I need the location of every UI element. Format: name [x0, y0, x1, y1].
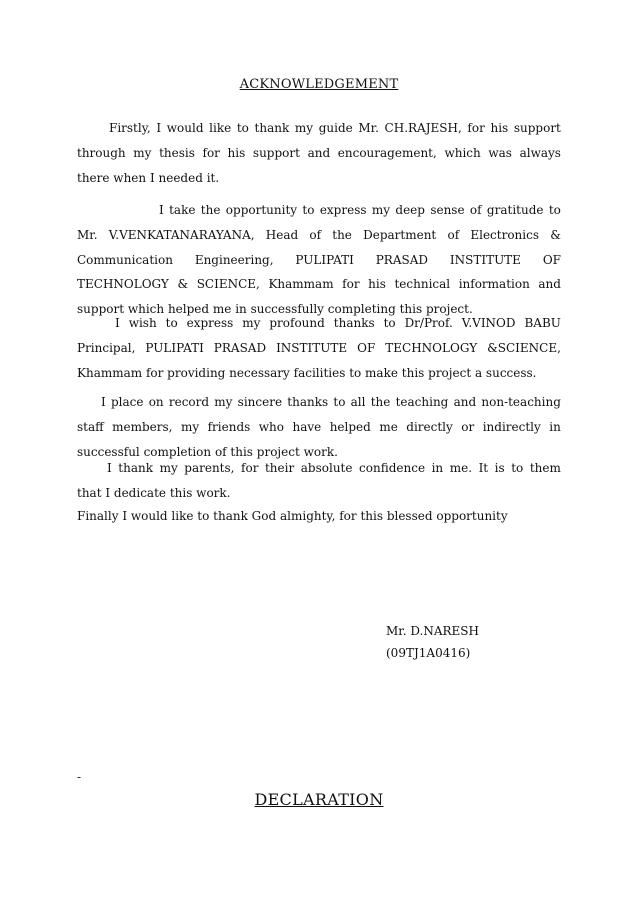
paragraph-god-thanks: [77, 504, 561, 529]
word: PRASAD: [375, 252, 428, 267]
paragraph-line: that I dedicate this work.: [77, 485, 231, 500]
word: which: [444, 145, 481, 160]
word: Mr.: [358, 121, 379, 135]
word: my: [214, 395, 233, 409]
word: wish: [128, 316, 157, 330]
word: in: [549, 419, 561, 434]
word: V.VENKATANARAYANA,: [108, 227, 255, 242]
word: INSTITUTE: [276, 340, 348, 355]
word: all: [350, 395, 366, 409]
word: to: [511, 461, 524, 475]
word: staff: [77, 419, 104, 434]
paragraph-line: successful completion of this project work.: [77, 444, 338, 459]
paragraph-line: [77, 198, 561, 223]
paragraph-line: Finally I would like to thank God almighty, for this blessed opportunity: [77, 509, 508, 523]
word: &SCIENCE,: [487, 340, 561, 355]
word: INSTITUTE: [449, 252, 521, 267]
word: and: [453, 395, 477, 409]
word: profound: [269, 316, 325, 330]
word: in: [431, 461, 444, 475]
word: my: [159, 461, 178, 475]
word: to: [302, 203, 315, 217]
word: have: [292, 419, 322, 434]
word: PRASAD: [213, 340, 267, 355]
paragraph-line: [77, 223, 561, 248]
word: of: [309, 227, 322, 242]
word: and: [307, 145, 331, 160]
word: the: [332, 227, 352, 242]
word: for: [342, 277, 360, 292]
paragraph-line: [77, 116, 561, 141]
word: teaching: [395, 395, 449, 409]
paragraph-line: [77, 141, 561, 166]
word: them: [529, 461, 561, 475]
word: I: [107, 461, 112, 475]
word: information: [458, 277, 530, 292]
word: technical: [394, 277, 451, 292]
word: BABU: [524, 316, 561, 330]
word: guide: [318, 121, 353, 135]
word: indirectly: [482, 419, 541, 434]
acknowledgement-heading-text: ACKNOWLEDGEMENT: [239, 77, 399, 92]
word: the: [200, 203, 221, 217]
word: my: [242, 316, 261, 330]
word: &: [177, 277, 189, 292]
word: Communication: [77, 252, 173, 267]
word: friends: [207, 419, 251, 434]
word: thesis: [159, 145, 195, 160]
word: thanks: [333, 316, 375, 330]
word: OF: [542, 252, 561, 267]
word: TECHNOLOGY: [385, 340, 478, 355]
paragraph-line: [77, 336, 561, 361]
word: for: [241, 461, 259, 475]
signature-roll-number: (09TJ1A0416): [386, 646, 471, 660]
word: was: [488, 145, 512, 160]
word: my: [180, 419, 200, 434]
word: to: [333, 395, 346, 409]
word: my: [371, 203, 391, 217]
stray-dash: -: [77, 770, 82, 784]
word: and: [538, 277, 561, 292]
word: Firstly,: [109, 121, 151, 135]
word: to: [236, 121, 249, 135]
word: gratitude: [486, 203, 544, 217]
word: members,: [112, 419, 173, 434]
paragraph-guide-thanks: [77, 116, 561, 190]
word: me.: [449, 461, 473, 475]
word: helped: [329, 419, 371, 434]
word: to: [383, 316, 396, 330]
word: SCIENCE,: [196, 277, 260, 292]
word: I: [156, 121, 162, 135]
word: thank: [254, 121, 290, 135]
word: his: [490, 121, 509, 135]
word: I: [101, 395, 106, 409]
word: would: [166, 121, 204, 135]
word: my: [294, 121, 314, 135]
word: Mr.: [77, 227, 98, 242]
word: or: [461, 419, 475, 434]
paragraph-staff-thanks: [77, 390, 561, 464]
word: absolute: [300, 461, 353, 475]
word: support: [252, 145, 300, 160]
word: place: [110, 395, 144, 409]
word: to: [548, 203, 561, 217]
word: is: [494, 461, 505, 475]
word: his: [368, 277, 386, 292]
paragraph-line: Khammam for providing necessary facilities to make this project a success.: [77, 365, 537, 380]
word: Electronics: [470, 227, 539, 242]
paragraph-line: there when I needed it.: [77, 170, 220, 185]
declaration-heading: DECLARATION: [254, 790, 384, 809]
word: who: [258, 419, 284, 434]
acknowledgement-heading: [0, 77, 638, 92]
word: confidence: [359, 461, 426, 475]
word: Dr/Prof.: [404, 316, 453, 330]
word: PULIPATI: [145, 340, 204, 355]
word: Head: [265, 227, 299, 242]
word: through: [77, 145, 126, 160]
paragraph-principal-thanks: [77, 311, 561, 385]
word: support: [513, 121, 561, 135]
paragraph-line: [77, 415, 561, 440]
word: sincere: [237, 395, 283, 409]
word: encouragement,: [337, 145, 437, 160]
word: OF: [357, 340, 376, 355]
word: thanks: [287, 395, 329, 409]
word: non-teaching: [481, 395, 561, 409]
word: take: [169, 203, 196, 217]
word: I: [159, 203, 164, 217]
word: I: [115, 316, 120, 330]
word: deep: [395, 203, 425, 217]
word: Engineering,: [194, 252, 274, 267]
word: TECHNOLOGY: [77, 277, 169, 292]
paragraph-line: support which helped me in successfully completing this project.: [77, 302, 473, 317]
word: of: [447, 227, 460, 242]
word: record: [168, 395, 210, 409]
word: express: [186, 316, 234, 330]
word: It: [478, 461, 489, 475]
word: the: [370, 395, 391, 409]
word: opportunity: [225, 203, 298, 217]
word: for: [202, 145, 220, 160]
paragraph-line: [77, 311, 561, 336]
word: Principal,: [77, 340, 136, 355]
paragraph-parents-thanks: [77, 456, 561, 506]
word: on: [148, 395, 164, 409]
word: &: [550, 227, 561, 242]
word: V.VINOD: [461, 316, 516, 330]
word: always: [519, 145, 561, 160]
paragraph-line: [77, 456, 561, 481]
word: Khammam: [268, 277, 334, 292]
word: my: [133, 145, 152, 160]
paragraph-line: [77, 390, 561, 415]
paragraph-hod-thanks: [77, 198, 561, 322]
word: directly: [406, 419, 453, 434]
word: thank: [118, 461, 154, 475]
signature-name: Mr. D.NARESH: [386, 624, 479, 638]
paragraph-line: [77, 272, 561, 297]
word: to: [165, 316, 178, 330]
word: me: [379, 419, 398, 434]
word: Department: [363, 227, 437, 242]
word: express: [319, 203, 367, 217]
paragraph-line: [77, 248, 561, 273]
word: of: [469, 203, 482, 217]
word: his: [227, 145, 246, 160]
word: for: [467, 121, 485, 135]
word: their: [264, 461, 295, 475]
word: PULIPATI: [295, 252, 354, 267]
word: sense: [430, 203, 465, 217]
word: like: [209, 121, 232, 135]
word: CH.RAJESH,: [384, 121, 462, 135]
word: parents,: [184, 461, 235, 475]
